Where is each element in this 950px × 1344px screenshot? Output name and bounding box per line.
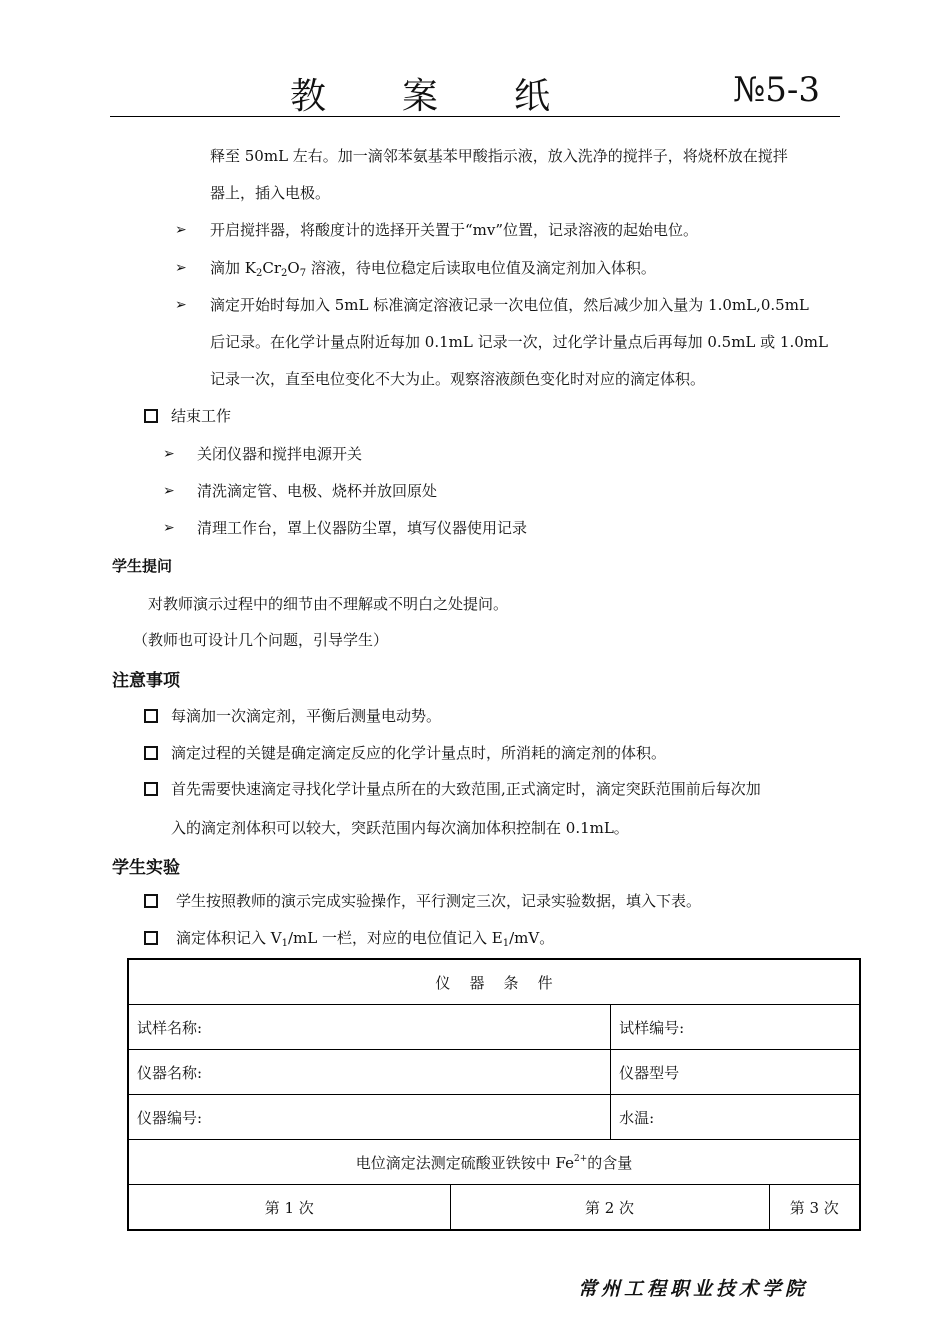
- experiment-item-2-text: /mL 一栏，对应的电位值记入 E: [287, 929, 503, 947]
- water-temperature-cell: 水温:: [611, 1095, 860, 1140]
- superscript: 2+: [573, 1153, 588, 1164]
- finish-item-2: 清洗滴定管、电极、烧杯并放回原处: [197, 482, 438, 500]
- page-header: [110, 60, 840, 117]
- table-row: [128, 1095, 860, 1140]
- checkbox-icon: [144, 894, 158, 908]
- subscript: 1: [502, 938, 510, 949]
- finish-item-1: 关闭仪器和搅拌电源开关: [197, 445, 363, 463]
- trial-2-cell: 第 2 次: [450, 1185, 769, 1231]
- notes-item-1: 每滴加一次滴定剂，平衡后测量电动势。: [171, 707, 442, 725]
- instrument-model-cell: 仪器型号: [611, 1050, 860, 1095]
- trial-1-cell: 第 1 次: [128, 1185, 450, 1231]
- arrow-bullet-icon: ➢: [163, 446, 175, 462]
- table-header-cell: 仪 器 条 件: [128, 959, 860, 1005]
- questions-heading: 学生提问: [112, 557, 173, 575]
- finish-item-3: 清理工作台，罩上仪器防尘罩，填写仪器使用记录: [197, 519, 528, 537]
- arrow-bullet-icon: ➢: [175, 222, 187, 238]
- table-row: [128, 1050, 860, 1095]
- notes-heading: 注意事项: [112, 671, 180, 691]
- method-title-text: 电位滴定法测定硫酸亚铁铵中 Fe: [355, 1153, 574, 1172]
- questions-line-1: 对教师演示过程中的细节由不理解或不明白之处提问。: [148, 595, 509, 613]
- step-item-2: [210, 258, 656, 284]
- sample-number-cell: 试样编号:: [611, 1005, 860, 1050]
- experiment-item-2-text: 滴定体积记入 V: [176, 929, 282, 947]
- notes-item-2: 滴定过程的关键是确定滴定反应的化学计量点时，所消耗的滴定剂的体积。: [171, 744, 667, 762]
- instrument-conditions-table: [127, 958, 861, 1231]
- subscript: 2: [255, 268, 263, 279]
- trial-3-cell: 第 3 次: [769, 1185, 860, 1231]
- subscript: 1: [281, 938, 288, 949]
- method-title-text: 的含量: [587, 1153, 633, 1172]
- notes-item-3-line-1: 首先需要快速滴定寻找化学计量点所在的大致范围,正式滴定时，滴定突跃范围前后每次加: [171, 780, 761, 798]
- arrow-bullet-icon: ➢: [175, 297, 187, 313]
- experiment-item-2: [176, 928, 554, 954]
- step-item-2-text: O: [287, 259, 300, 277]
- subscript: 7: [299, 268, 307, 279]
- step-continued-line-1: 释至 50mL 左右。加一滴邻苯氨基苯甲酸指示液，放入洗净的搅拌子，将烧杯放在搅拌: [210, 147, 788, 165]
- step-item-3-line-3: 记录一次，直至电位变化不大为止。观察溶液颜色变化时对应的滴定体积。: [210, 370, 706, 388]
- step-item-2-text: 溶液，待电位稳定后读取电位值及滴定剂加入体积。: [306, 259, 656, 277]
- table-row: [128, 1140, 860, 1185]
- arrow-bullet-icon: ➢: [175, 260, 187, 276]
- step-item-3-line-1: 滴定开始时每加入 5mL 标准滴定溶液记录一次电位值，然后减少加入量为 1.0mL,0.5mL: [210, 296, 809, 314]
- checkbox-icon: [144, 782, 158, 796]
- step-item-3-line-2: 后记录。在化学计量点附近每加 0.1mL 记录一次，过化学计量点后再每加 0.5mL 或 1.0mL: [210, 333, 828, 351]
- school-name: 常州工程职业技术学院: [577, 1278, 808, 1300]
- experiment-item-2-text: /mV。: [509, 929, 555, 947]
- checkbox-icon: [144, 709, 158, 723]
- page-number: №5-3: [733, 70, 820, 110]
- subscript: 2: [281, 268, 288, 279]
- checkbox-icon: [144, 931, 158, 945]
- page-title: 教案纸: [290, 76, 627, 117]
- step-item-2-text: Cr: [262, 259, 282, 277]
- questions-line-2: （教师也可设计几个问题，引导学生）: [133, 631, 389, 649]
- table-row: [128, 1005, 860, 1050]
- step-item-1: 开启搅拌器，将酸度计的选择开关置于“mv”位置，记录溶液的起始电位。: [210, 221, 699, 239]
- table-row: [128, 959, 860, 1005]
- step-continued-line-2: 器上，插入电极。: [210, 184, 331, 202]
- instrument-name-cell: 仪器名称:: [128, 1050, 611, 1095]
- finish-title: 结束工作: [171, 407, 232, 425]
- notes-item-3-line-2: 入的滴定剂体积可以较大，突跃范围内每次滴加体积控制在 0.1mL。: [171, 819, 629, 837]
- sample-name-cell: 试样名称:: [128, 1005, 611, 1050]
- arrow-bullet-icon: ➢: [163, 483, 175, 499]
- checkbox-icon: [144, 409, 158, 423]
- step-item-2-text: 滴加 K: [210, 259, 256, 277]
- arrow-bullet-icon: ➢: [163, 520, 175, 536]
- checkbox-icon: [144, 746, 158, 760]
- method-title-cell: [128, 1140, 860, 1185]
- experiment-heading: 学生实验: [112, 858, 180, 878]
- table-row: [128, 1185, 860, 1231]
- instrument-number-cell: 仪器编号:: [128, 1095, 611, 1140]
- experiment-item-1: 学生按照教师的演示完成实验操作，平行测定三次，记录实验数据，填入下表。: [176, 892, 702, 910]
